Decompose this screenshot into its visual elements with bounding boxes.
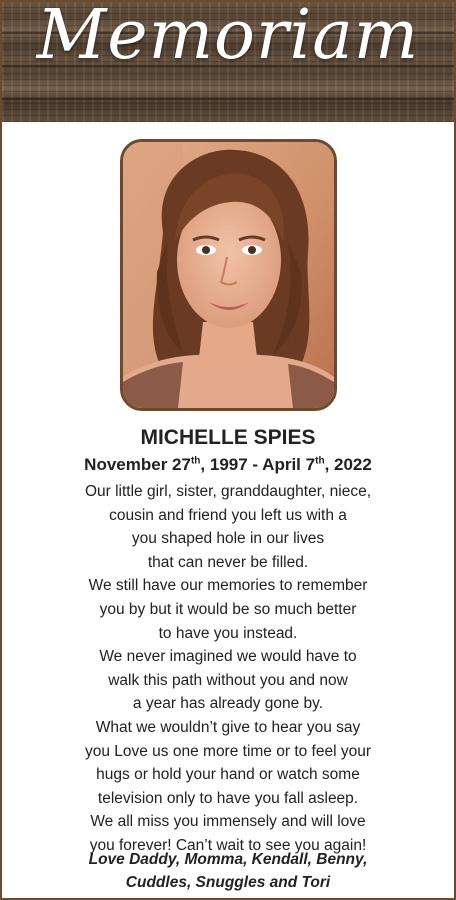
poem-line: walk this path without you and now bbox=[108, 671, 348, 689]
death-day: 7 bbox=[305, 455, 316, 474]
birth-day-suffix: th bbox=[190, 455, 201, 467]
poem-line: What we wouldn’t give to hear you say bbox=[95, 718, 361, 736]
family-signoff bbox=[2, 848, 454, 894]
signoff-line: Love Daddy, Momma, Kendall, Benny, bbox=[88, 851, 368, 868]
memorial-poem bbox=[2, 480, 454, 858]
death-day-suffix: th bbox=[315, 455, 325, 467]
poem-line: you shaped hole in our lives bbox=[131, 530, 325, 548]
poem-line: hugs or hold your hand or watch some bbox=[96, 766, 360, 784]
birth-month: November bbox=[84, 455, 168, 474]
death-month: April bbox=[262, 455, 301, 474]
poem-line: cousin and friend you left us with a bbox=[109, 506, 347, 524]
portrait-photo bbox=[120, 139, 337, 411]
plank-seam bbox=[2, 98, 454, 100]
signoff-line: Cuddles, Snuggles and Tori bbox=[125, 874, 331, 891]
poem-line: We still have our memories to remember bbox=[88, 577, 368, 595]
deceased-name: MICHELLE SPIES bbox=[140, 426, 316, 449]
poem-line: you by but it would be so much better bbox=[99, 600, 357, 618]
poem-line: you forever! Can’t wait to see you again! bbox=[89, 836, 367, 854]
poem-line: to have you instead. bbox=[158, 624, 298, 642]
wood-header-banner bbox=[2, 2, 454, 122]
poem-line: a year has already gone by. bbox=[132, 695, 324, 713]
poem-line: you Love us one more time or to feel your bbox=[84, 742, 372, 760]
portrait-icon bbox=[123, 142, 334, 408]
birth-year: , 1997 bbox=[200, 455, 248, 474]
header-title: Memoriam bbox=[36, 0, 420, 75]
poem-line: We all miss you immensely and will love bbox=[90, 813, 366, 831]
life-dates bbox=[2, 455, 454, 475]
death-year: , 2022 bbox=[324, 455, 372, 474]
birth-day: 27 bbox=[172, 455, 191, 474]
date-separator: - bbox=[247, 455, 263, 474]
poem-line: Our little girl, sister, granddaughter, niece, bbox=[84, 483, 372, 500]
poem-line: We never imagined we would have to bbox=[99, 648, 357, 666]
poem-line: television only to have you fall asleep. bbox=[97, 789, 359, 807]
poem-line: that can never be filled. bbox=[147, 553, 309, 571]
